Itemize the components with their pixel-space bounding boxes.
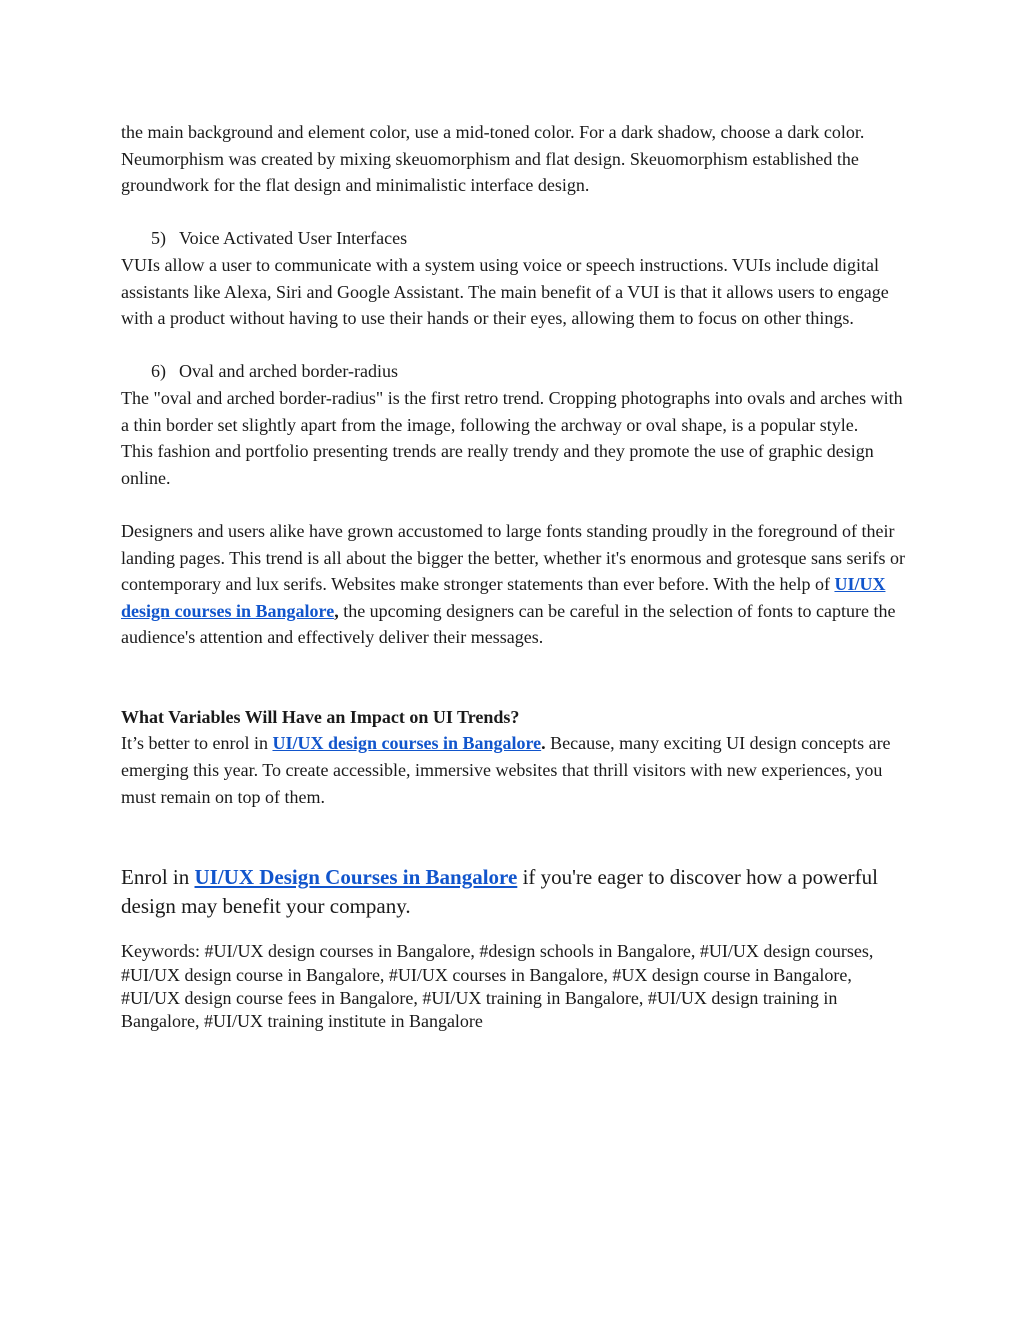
punctuation: , <box>334 600 339 621</box>
list-number: 5) <box>151 228 166 249</box>
paragraph-text: Designers and users alike have grown accustomed to large fonts standing proudly in the foreground of their landing pages. This trend is all about the bigger the better, whether it's enormous and grotesque sans serifs or contemporary and lux serifs. Websites make stronger statements than ever before. With the help of <box>121 520 906 595</box>
paragraph-oval-border: The "oval and arched border-radius" is the first retro trend. Cropping photographs into ovals and arches with a thin border set slightly apart from the image, following the archway or oval shape, is a popular style. <box>121 387 903 435</box>
paragraph-neumorphism-origin: Neumorphism was created by mixing skeuomorphism and flat design. Skeuomorphism established the groundwork for the flat design and minimalistic interface design. <box>121 148 859 196</box>
paragraph-neumorphism-colors: the main background and element color, use a mid-toned color. For a dark shadow, choose a dark color. <box>121 122 865 142</box>
keywords-paragraph: Keywords: #UI/UX design courses in Bangalore, #design schools in Bangalore, #UI/UX design courses, #UI/UX design course in Bangalore, #UI/UX courses in Bangalore, #UX design course in Bangalore, #UI/UX design course fees in Bangalore, #UI/UX training in Bangalore, #UI/UX design training in Bangalore, #UI/UX training institute in Bangalore <box>121 941 874 1032</box>
paragraph-text: Because, many exciting UI design concepts are emerging this year. To create accessible, immersive websites that thrill visitors with new experiences, you must remain on top of them. <box>121 733 891 807</box>
document-body <box>121 119 911 1033</box>
list-number: 6) <box>151 361 166 382</box>
course-link[interactable]: UI/UX design courses in Bangalore <box>272 733 542 754</box>
section-heading: What Variables Will Have an Impact on UI Trends? <box>121 706 520 727</box>
paragraph-text: It’s better to enrol in <box>121 733 273 754</box>
paragraph-portfolio-trends: This fashion and portfolio presenting trends are really trendy and they promote the use of graphic design online. <box>121 441 874 488</box>
paragraph-enrol-reason <box>121 730 911 810</box>
course-link[interactable]: UI/UX Design Courses in Bangalore <box>194 865 518 890</box>
list-item-oval-border <box>121 358 911 385</box>
cta-text: Enrol in <box>121 865 195 890</box>
cta-text: if you're eager to discover how a powerful design may benefit your company. <box>121 865 878 918</box>
call-to-action <box>121 863 911 920</box>
paragraph-text: the upcoming designers can be careful in the selection of fonts to capture the audience's attention and effectively deliver their messages. <box>121 600 896 648</box>
course-link[interactable]: UI/UX design courses in Bangalore <box>121 574 886 621</box>
list-item-title: Oval and arched border-radius <box>179 361 399 382</box>
punctuation: . <box>541 733 546 754</box>
list-item-voice-ui <box>121 225 911 252</box>
list-item-title: Voice Activated User Interfaces <box>179 228 408 249</box>
paragraph-large-fonts <box>121 518 911 651</box>
paragraph-voice-ui: VUIs allow a user to communicate with a system using voice or speech instructions. VUIs include digital assistants like Alexa, Siri and Google Assistant. The main benefit of a VUI is that it allows users to engage with a product without having to use their hands or their eyes, allowing them to focus on other things. <box>121 254 889 329</box>
